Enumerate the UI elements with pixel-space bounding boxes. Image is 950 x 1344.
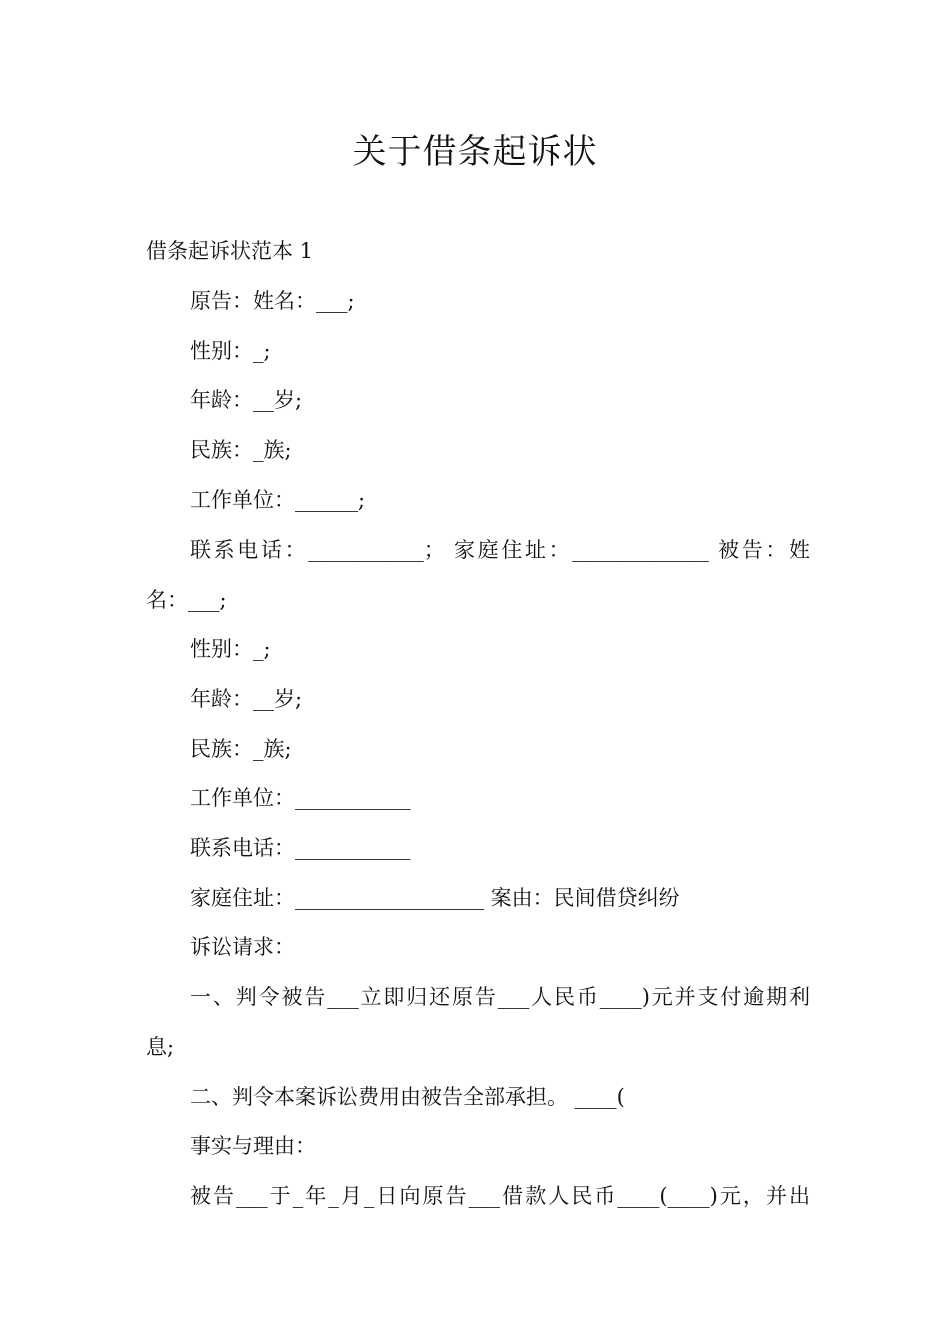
- plaintiff-age-line: 年龄：__岁;: [190, 388, 303, 412]
- defendant-employer-line: 工作单位：___________: [190, 786, 411, 810]
- defendant-age-line: 年龄：__岁;: [190, 687, 303, 711]
- claims-heading: 诉讼请求：: [190, 935, 295, 959]
- claim-one-line: 一、判令被告___立即归还原告___人民币____)元并支付逾期利: [190, 985, 810, 1009]
- defendant-phone-line: 联系电话：___________: [190, 836, 411, 860]
- section-heading: 借条起诉状范本 1: [146, 239, 314, 263]
- defendant-name-line: 名：___;: [146, 588, 227, 612]
- plaintiff-gender-line: 性别：_;: [190, 339, 271, 363]
- defendant-ethnicity-line: 民族：_族;: [190, 737, 292, 761]
- plaintiff-contact-line: 联系电话：___________； 家庭住址：_____________ 被告：姓: [190, 538, 810, 562]
- document-title: 关于借条起诉状: [352, 132, 598, 172]
- defendant-address-line: 家庭住址：__________________ 案由：民间借贷纠纷: [190, 886, 680, 910]
- facts-paragraph-line: 被告___于_年_月_日向原告___借款人民币____(____)元，并出: [190, 1184, 810, 1208]
- claim-one-continuation: 息;: [146, 1035, 175, 1059]
- plaintiff-name-line: 原告：姓名：___;: [190, 289, 355, 313]
- plaintiff-employer-line: 工作单位：______;: [190, 488, 366, 512]
- defendant-gender-line: 性别：_;: [190, 637, 271, 661]
- facts-heading: 事实与理由：: [190, 1134, 316, 1158]
- claim-two-line: 二、判令本案诉讼费用由被告全部承担。 ____(: [190, 1085, 625, 1109]
- plaintiff-ethnicity-line: 民族：_族;: [190, 438, 292, 462]
